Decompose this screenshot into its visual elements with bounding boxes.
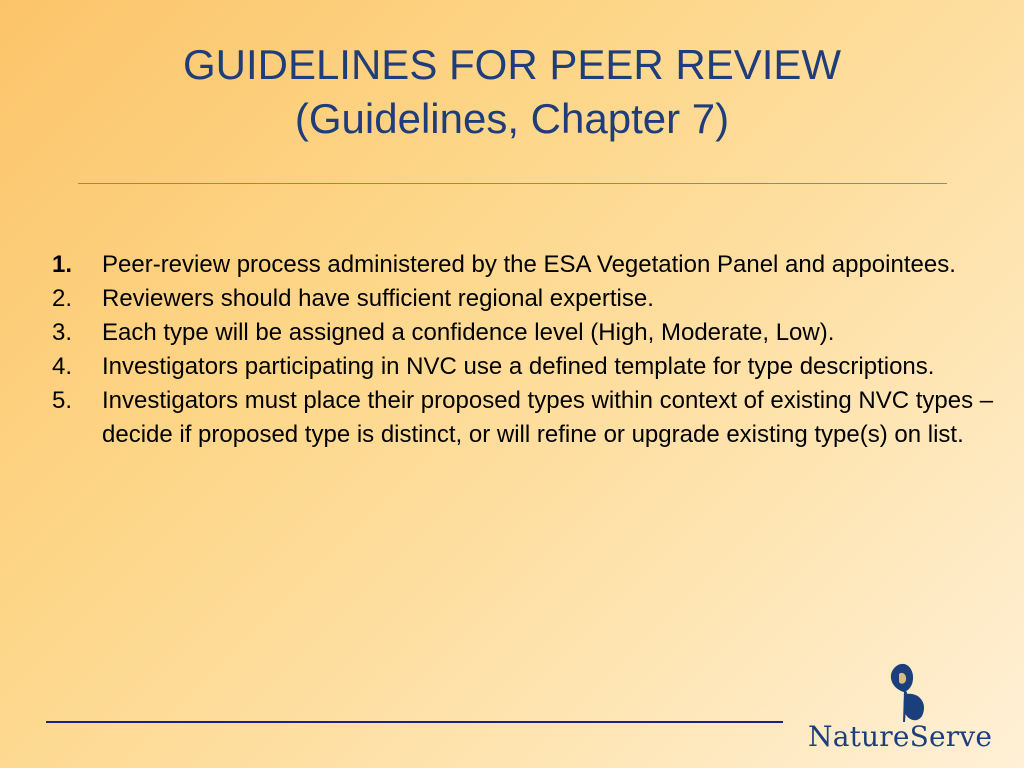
list-item-text: Each type will be assigned a confidence level (High, Moderate, Low). bbox=[102, 319, 835, 346]
guidelines-list bbox=[52, 248, 1012, 452]
logo-text: NatureServe bbox=[808, 720, 993, 753]
list-item bbox=[52, 350, 1012, 384]
list-item-number: 4. bbox=[52, 353, 73, 380]
list-item bbox=[52, 384, 1012, 452]
list-item-number: 2. bbox=[52, 285, 73, 312]
butterfly-icon bbox=[882, 662, 930, 724]
list-item-number: 3. bbox=[52, 319, 73, 346]
natureserve-logo bbox=[804, 660, 1004, 760]
list-item bbox=[52, 248, 1012, 282]
list-item-number: 5. bbox=[52, 387, 73, 414]
list-item bbox=[52, 316, 1012, 350]
title-divider bbox=[78, 183, 947, 184]
list-item-text: Investigators must place their proposed types within context of existing NVC types – decide if proposed type is distinct, or will refine or upgrade existing type(s) on list. bbox=[102, 387, 994, 448]
title-line-1: GUIDELINES FOR PEER REVIEW bbox=[182, 41, 842, 88]
footer-divider bbox=[46, 721, 783, 723]
list-item-text: Reviewers should have sufficient regional expertise. bbox=[102, 285, 654, 312]
slide-title bbox=[0, 38, 1024, 146]
list-item bbox=[52, 282, 1012, 316]
list-item-text: Investigators participating in NVC use a defined template for type descriptions. bbox=[102, 353, 935, 380]
title-line-2: (Guidelines, Chapter 7) bbox=[294, 95, 730, 142]
list-item-number: 1. bbox=[52, 251, 73, 278]
list-item-text: Peer-review process administered by the ESA Vegetation Panel and appointees. bbox=[102, 251, 956, 278]
